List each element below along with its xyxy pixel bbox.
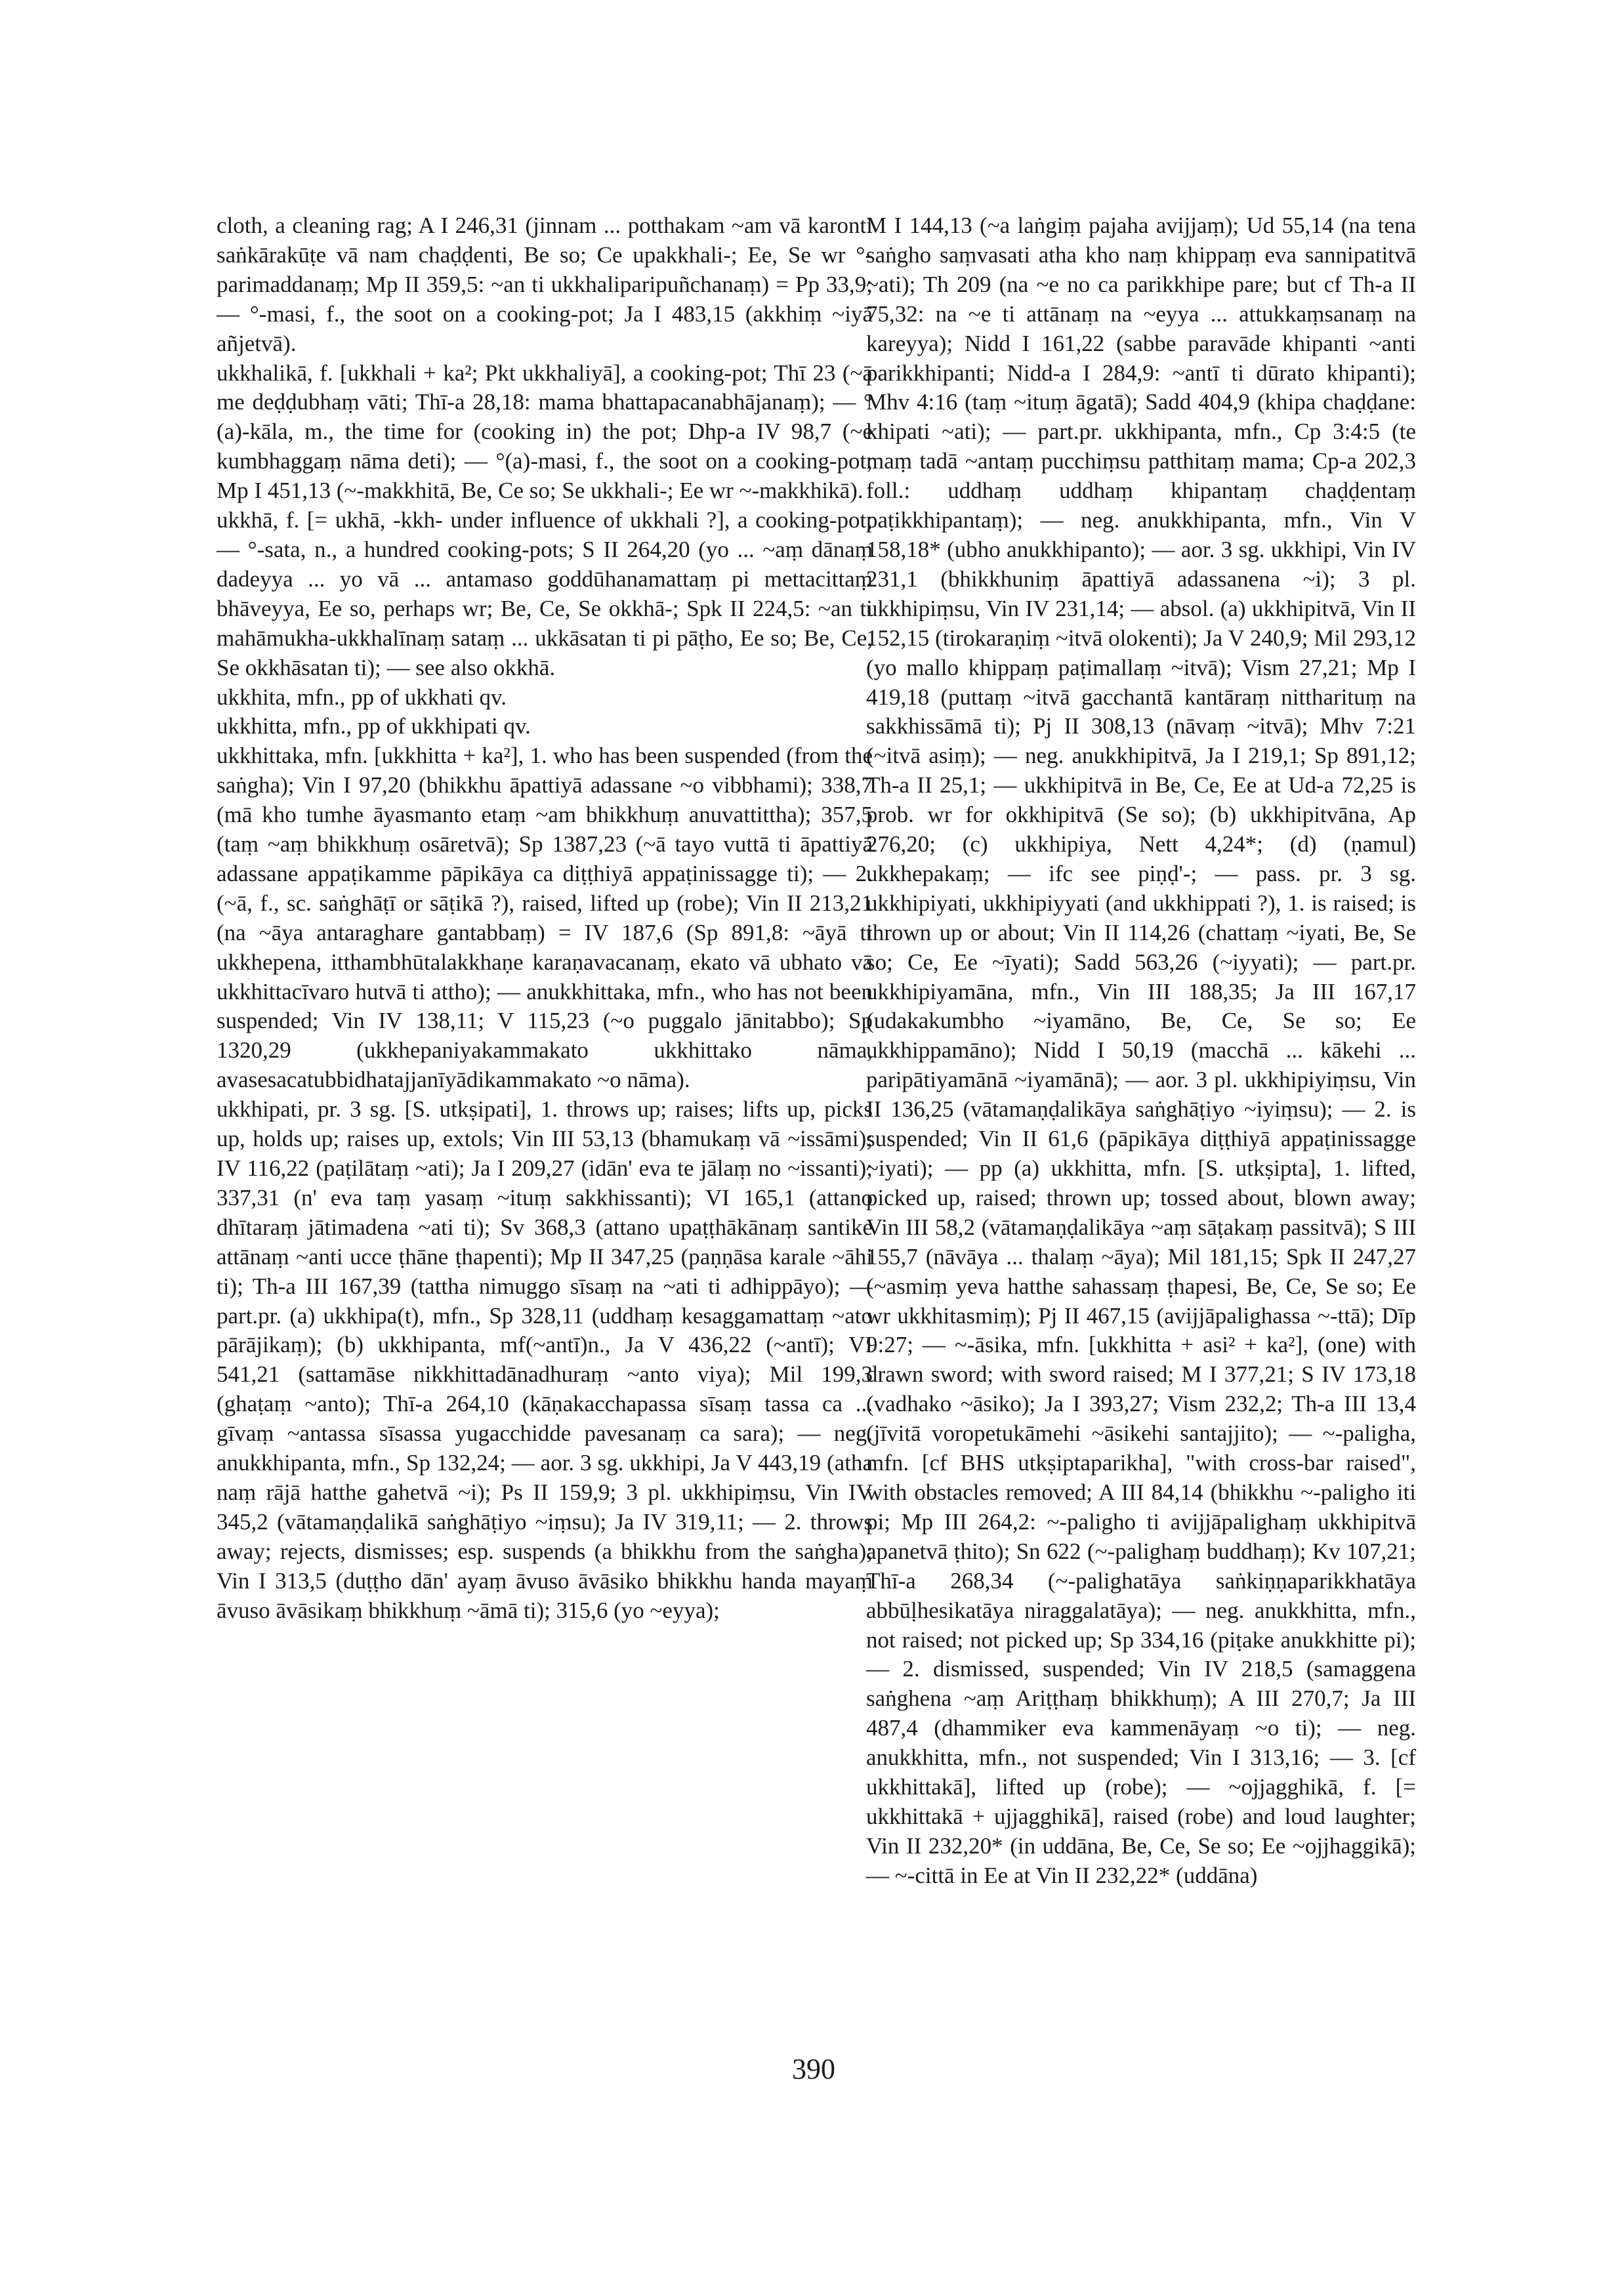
entry-ukkhalika: ukkhalikā, f. [ukkhali + ka²; Pkt ukkhaliyā], a cooking-pot; Thī 23 (~ā me deḍḍubhaṃ vāti; Thī-a 28,18: mama bhattapacanabhājanaṃ); — °(a)-kāla, m., the time for (cooking in) the pot; Dhp-a IV 98,7 (~e kumbhaggaṃ nāma deti); — °(a)-masi, f., the soot on a cooking-pot; Mp I 451,13 (~-makkhitā, Be, Ce so; Se ukkhali-; Ee wr ~-makkhikā). [217, 360, 873, 504]
left-column [217, 211, 873, 1626]
entry-ukkhitta: ukkhitta, mfn., pp of ukkhipati qv. [217, 713, 531, 739]
entry-ukkha: ukkhā, f. [= ukhā, -kkh- under influence of ukkhali ?], a cooking-pot; — °-sata, n., a hundred cooking-pots; S II 264,20 (yo ... ~aṃ dānaṃ dadeyya ... yo vā ... antamaso goddūhanamattaṃ pi mettacittaṃ bhāveyya, Ee so, perhaps wr; Be, Ce, Se okkhā-; Spk II 224,5: ~an ti mahāmukha-ukkhalīnaṃ sataṃ ... ukkāsatan ti pi pāṭho, Ee so; Be, Ce, Se okkhāsatan ti); — see also okkhā. [217, 507, 873, 680]
entry-cloth-continuation: cloth, a cleaning rag; A I 246,31 (jinnam ... potthakam ~am vā karonti saṅkārakūṭe vā nam chaḍḍenti, Be so; Ce upakkhali-; Ee, Se wr °-parimaddanaṃ; Mp II 359,5: ~an ti ukkhaliparipuñchanaṃ) = Pp 33,9; — °-masi, f., the soot on a cooking-pot; Ja I 483,15 (akkhiṃ ~iyā añjetvā). [217, 213, 873, 356]
entry-ukkhipati: ukkhipati, pr. 3 sg. [S. utkṣipati], 1. throws up; raises; lifts up, picks up, holds up; raises up, extols; Vin III 53,13 (bhamukaṃ vā ~issāmi); IV 116,22 (paṭilātaṃ ~ati); Ja I 209,27 (idān' eva te jālaṃ no ~issanti); 337,31 (n' eva taṃ yasaṃ ~ituṃ sakkhissanti); VI 165,1 (attano dhītaraṃ jātimadena ~ati ti); Sv 368,3 (attano upaṭṭhākānaṃ santike attānaṃ ~anti ucce ṭhāne ṭhapenti); Mp II 347,25 (paṇṇāsa karale ~āhi ti); Th-a III 167,39 (tattha nimuggo sīsaṃ na ~ati ti adhippāyo); — part.pr. (a) ukkhipa(t), mfn., Sp 328,11 (uddhaṃ kesaggamattaṃ ~ato pārājikaṃ); (b) ukkhipanta, mf(~antī)n., Ja V 436,22 (~antī); VI 541,21 (sattamāse nikkhittadānadhuraṃ ~anto viya); Mil 199,3 (ghaṭaṃ ~anto); Thī-a 264,10 (kāṇakacchapassa sīsaṃ tassa ca ... gīvaṃ ~antassa sīsassa yugacchidde pavesanaṃ ca sara); — neg. anukkhipanta, mfn., Sp 132,24; — aor. 3 sg. ukkhipi, Ja V 443,19 (atha naṃ rājā hatthe gahetvā ~i); Ps II 159,9; 3 pl. ukkhipiṃsu, Vin IV 345,2 (vātamaṇḍalikā saṅghāṭiyo ~iṃsu); Ja IV 319,11; — 2. throws away; rejects, dismisses; esp. suspends (a bhikkhu from the saṅgha); Vin I 313,5 (duṭṭho dān' ayaṃ āvuso āvāsiko bhikkhu handa mayaṃ āvuso āvāsikaṃ bhikkhuṃ ~āmā ti); 315,6 (yo ~eyya); [217, 1096, 873, 1623]
page-number: 390 [792, 2053, 835, 2085]
right-column [866, 211, 1416, 1891]
entry-ukkhita: ukkhita, mfn., pp of ukkhati qv. [217, 684, 507, 710]
entry-ukkhipati-continued: M I 144,13 (~a laṅgiṃ pajaha avijjaṃ); Ud 55,14 (na tena saṅgho saṃvasati atha kho naṃ khippaṃ eva sannipatitvā ~ati); Th 209 (na ~e no ca parikkhipe pare; but cf Th-a II 75,32: na ~e ti attānaṃ na ~eyya ... attukkaṃsanaṃ na kareyya); Nidd I 161,22 (sabbe paravāde khipanti ~anti parikkhipanti; Nidd-a I 284,9: ~antī ti dūrato khipanti); Mhv 4:16 (taṃ ~ituṃ āgatā); Sadd 404,9 (khipa chaḍḍane: khipati ~ati); — part.pr. ukkhipanta, mfn., Cp 3:4:5 (te maṃ tadā ~antaṃ pucchiṃsu patthitaṃ mama; Cp-a 202,3 foll.: uddhaṃ uddhaṃ khipantaṃ chaḍḍentaṃ paṭikkhipantaṃ); — neg. anukkhipanta, mfn., Vin V 158,18* (ubho anukkhipanto); — aor. 3 sg. ukkhipi, Vin IV 231,1 (bhikkhuniṃ āpattiyā adassanena ~i); 3 pl. ukkhipiṃsu, Vin IV 231,14; — absol. (a) ukkhipitvā, Vin II 152,15 (tirokaraṇiṃ ~itvā olokenti); Ja V 240,9; Mil 293,12 (yo mallo khippaṃ paṭimallaṃ ~itvā); Vism 27,21; Mp I 419,18 (puttaṃ ~itvā gacchantā kantāraṃ nittharituṃ na sakkhissāmā ti); Pj II 308,13 (nāvaṃ ~itvā); Mhv 7:21 (~itvā asiṃ); — neg. anukkhipitvā, Ja I 219,1; Sp 891,12; Th-a II 25,1; — ukkhipitvā in Be, Ce, Ee at Ud-a 72,25 is prob. wr for okkhipitvā (Se so); (b) ukkhipitvāna, Ap 276,20; (c) ukkhipiya, Nett 4,24*; (d) (ṇamul) ukkhepakaṃ; — ifc see piṇḍ'-; — pass. pr. 3 sg. ukkhipiyati, ukkhipiyyati (and ukkhippati ?), 1. is raised; is thrown up or about; Vin II 114,26 (chattaṃ ~iyati, Be, Se so; Ce, Ee ~īyati); Sadd 563,26 (~iyyati); — part.pr. ukkhipiyamāna, mfn., Vin III 188,35; Ja III 167,17 (udakakumbho ~iyamāno, Be, Ce, Se so; Ee ukkhippamāno); Nidd I 50,19 (macchā ... kākehi ... paripātiyamānā ~iyamānā); — aor. 3 pl. ukkhipiyiṃsu, Vin II 136,25 (vātamaṇḍalikāya saṅghāṭiyo ~iyiṃsu); — 2. is suspended; Vin II 61,6 (pāpikāya diṭṭhiyā appaṭinissagge ~iyati); — pp (a) ukkhitta, mfn. [S. utkṣipta], 1. lifted, picked up, raised; thrown up; tossed about, blown away; Vin III 58,2 (vātamaṇḍalikāya ~aṃ sāṭakaṃ passitvā); S III 155,7 (nāvāya ... thalaṃ ~āya); Mil 181,15; Spk II 247,27 (~asmiṃ yeva hatthe sahassaṃ ṭhapesi, Be, Ce, Se so; Ee wr ukkhitasmiṃ); Pj II 467,15 (avijjāpalighassa ~-ttā); Dīp 9:27; — ~-āsika, mfn. [ukkhitta + asi² + ka²], (one) with drawn sword; with sword raised; M I 377,21; S IV 173,18 (vadhako ~āsiko); Ja I 393,27; Vism 232,2; Th-a III 13,4 (jīvitā voropetukāmehi ~āsikehi santajjito); — ~-paligha, mfn. [cf BHS utkṣiptaparikha], "with cross-bar raised", with obstacles removed; A III 84,14 (bhikkhu ~-paligho iti pi; Mp III 264,2: ~-paligho ti avijjāpalighaṃ ukkhipitvā apanetvā ṭhito); Sn 622 (~-palighaṃ buddhaṃ); Kv 107,21; Thī-a 268,34 (~-palighatāya saṅkiṇṇaparikkhatāya abbūḷhesikatāya niraggalatāya); — neg. anukkhitta, mfn., not raised; not picked up; Sp 334,16 (piṭake anukkhitte pi); — 2. dismissed, suspended; Vin IV 218,5 (samaggena saṅghena ~aṃ Ariṭṭhaṃ bhikkhuṃ); A III 270,7; Ja III 487,4 (dhammiker eva kammenāyaṃ ~o ti); — neg. anukkhitta, mfn., not suspended; Vin I 313,16; — 3. [cf ukkhittakā], lifted up (robe); — ~ojjagghikā, f. [= ukkhittakā + ujjagghikā], raised (robe) and loud laughter; Vin II 232,20* (in uddāna, Be, Ce, Se so; Ee ~ojjhaggikā); — ~-cittā in Ee at Vin II 232,22* (uddāna) [866, 213, 1416, 1888]
entry-ukkhittaka: ukkhittaka, mfn. [ukkhitta + ka²], 1. who has been suspended (from the saṅgha); Vin I 97,20 (bhikkhu āpattiyā adassane ~o vibbhami); 338,7 (mā kho tumhe āyasmanto etaṃ ~am bhikkhuṃ anuvattittha); 357,5 (taṃ ~aṃ bhikkhuṃ osāretvā); Sp 1387,23 (~ā tayo vuttā ti āpattiyā adassane appaṭikamme pāpikāya ca diṭṭhiyā appaṭinissagge ti); — 2. (~ā, f., sc. saṅghāṭī or sāṭikā ?), raised, lifted up (robe); Vin II 213,21 (na ~āya antaraghare gantabbaṃ) = IV 187,6 (Sp 891,8: ~āyā ti ukkhepena, itthambhūtalakkhaṇe karaṇavacanaṃ, ekato vā ubhato vā ukkhittacīvaro hutvā ti attho); — anukkhittaka, mfn., who has not been suspended; Vin IV 138,11; V 115,23 (~o puggalo jānitabbo); Sp 1320,29 (ukkhepaniyakammakato ukkhittako nāma, avasesacatubbidhatajjanīyādikammakato ~o nāma). [217, 743, 873, 1093]
